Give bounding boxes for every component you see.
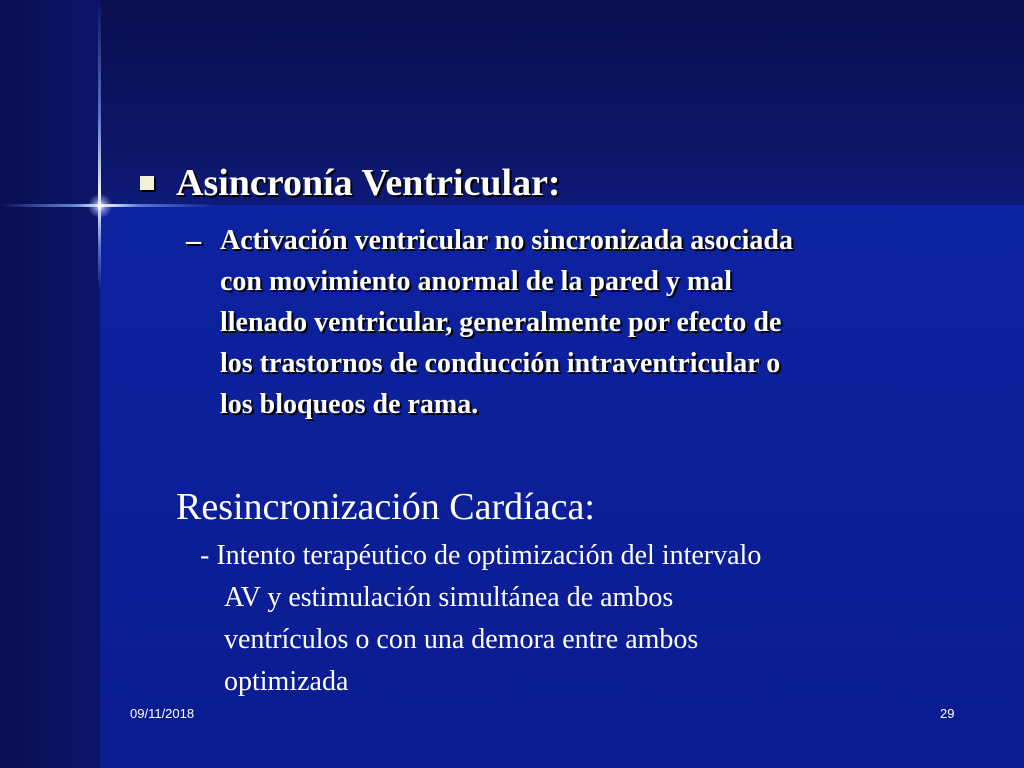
body-line: AV y estimulación simultánea de ambos — [224, 582, 674, 613]
body-line: - Intento terapéutico de optimización del intervalo — [200, 540, 762, 571]
body-line: optimizada — [224, 666, 349, 697]
sub-line: los trastornos de conducción intraventricular o — [220, 348, 781, 379]
section-heading: Resincronización Cardíaca: — [176, 486, 595, 528]
section-body — [200, 535, 990, 703]
body-line: ventrículos o con una demora entre ambos — [224, 624, 699, 655]
footer-date: 09/11/2018 — [130, 706, 195, 721]
square-bullet-icon — [140, 176, 154, 190]
sub-line: llenado ventricular, generalmente por efecto de — [220, 307, 782, 338]
sub-line: Activación ventricular no sincronizada asociada — [220, 225, 793, 256]
bullet-title: Asincronía Ventricular: — [176, 162, 561, 204]
light-flare-icon — [87, 194, 113, 218]
sub-line: con movimiento anormal de la pared y mal — [220, 266, 733, 297]
sub-line: los bloqueos de rama. — [220, 389, 479, 420]
footer-page-number: 29 — [940, 706, 955, 721]
sub-bullet-text — [220, 220, 960, 425]
bullet-heading — [140, 160, 561, 206]
left-band — [0, 0, 100, 768]
sub-bullet — [186, 220, 966, 425]
light-flare-vertical — [98, 0, 101, 290]
dash-bullet: – — [186, 224, 201, 257]
